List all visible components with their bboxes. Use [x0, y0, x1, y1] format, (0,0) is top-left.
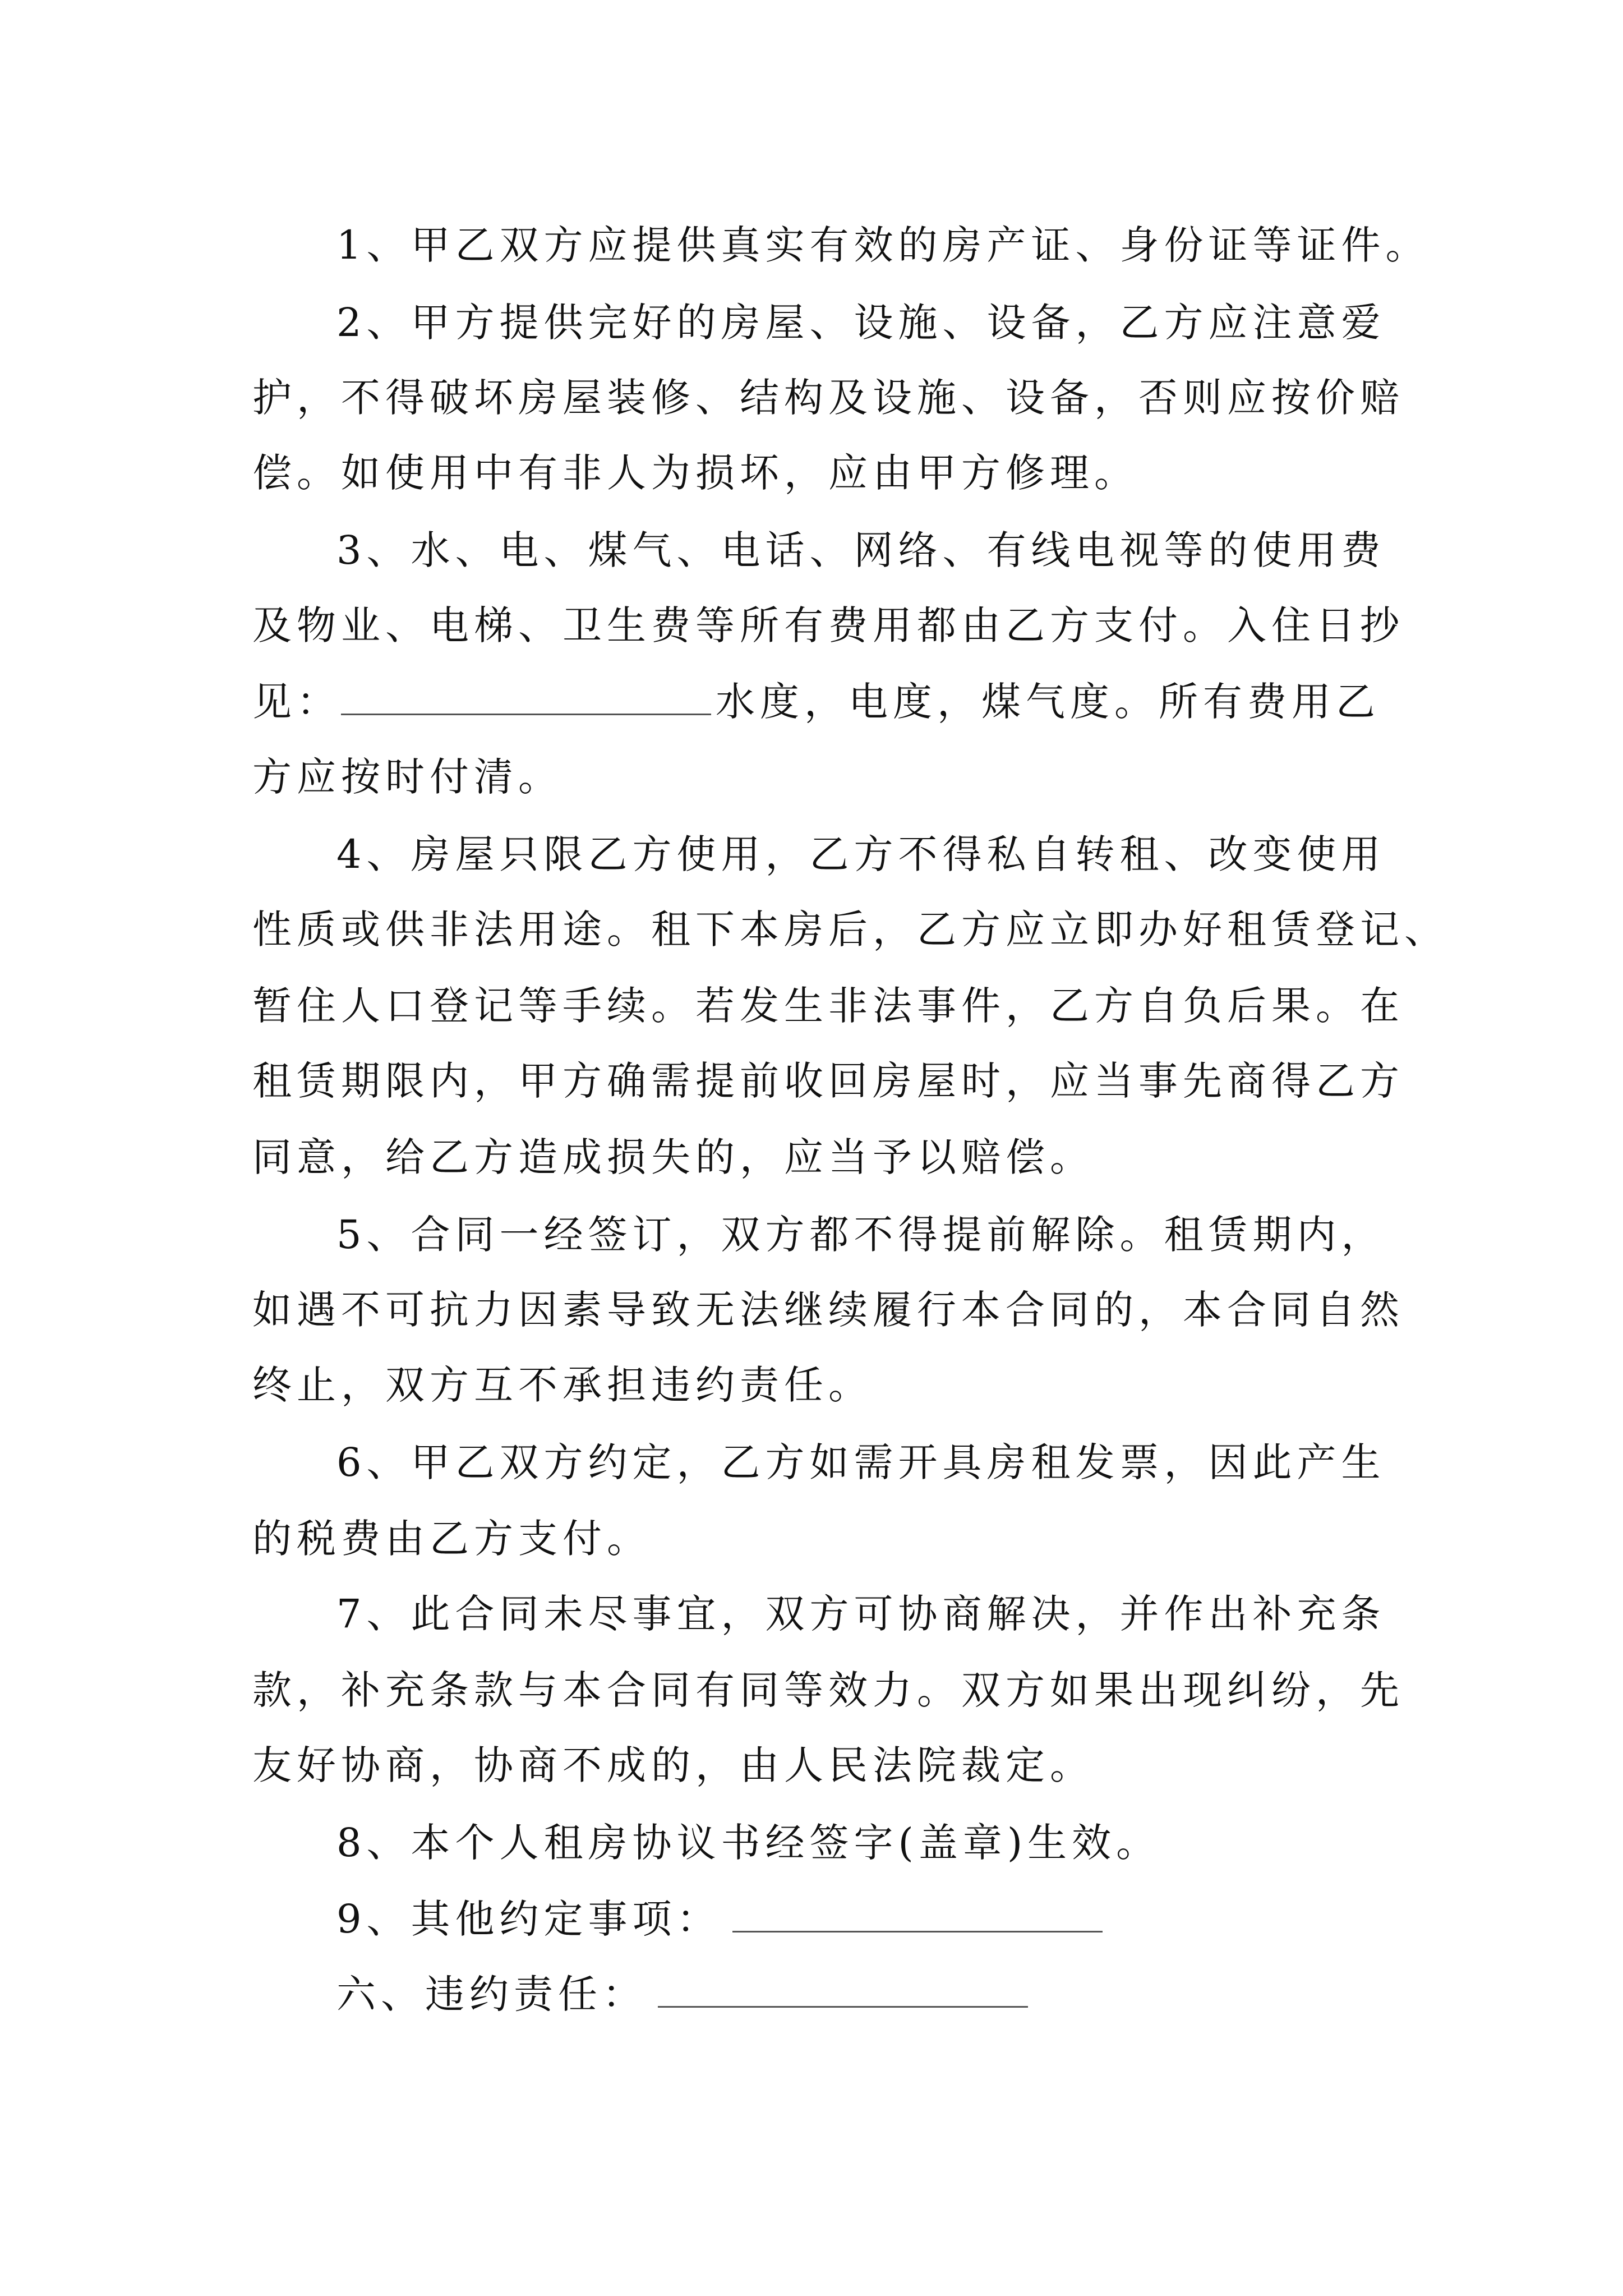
clause-3-line-3	[252, 671, 1380, 733]
clause-5-line-3: 终止，双方互不承担违约责任。	[252, 1362, 873, 1408]
clause-1-line-1: 1、甲乙双方应提供真实有效的房产证、身份证等证件。	[336, 222, 1430, 268]
clause-7-line-1: 7、此合同未尽事宜，双方可协商解决，并作出补充条	[336, 1591, 1386, 1637]
meter-reading-label: 见：	[252, 679, 341, 725]
clause-3-line-2: 及物业、电梯、卫生费等所有费用都由乙方支付。入住日抄	[252, 602, 1404, 648]
breach-liability-blank	[658, 1967, 1028, 2008]
clause-5-line-1: 5、合同一经签订，双方都不得提前解除。租赁期内，	[336, 1212, 1386, 1258]
clause-3-line-4: 方应按时付清。	[252, 754, 562, 800]
meter-reading-units: 水度，电度，煤气度。所有费用乙	[716, 679, 1380, 725]
clause-4-line-3: 暂住人口登记等手续。若发生非法事件，乙方自负后果。在	[252, 983, 1404, 1029]
breach-liability-label: 六、违约责任：	[336, 1971, 647, 2017]
clause-7-line-3: 友好协商，协商不成的，由人民法院裁定。	[252, 1742, 1094, 1788]
meter-reading-blank	[341, 674, 711, 715]
clause-4-line-2: 性质或供非法用途。租下本房后，乙方应立即办好租赁登记、	[252, 907, 1449, 953]
clause-7-line-2: 款，补充条款与本合同有同等效力。双方如果出现纠纷，先	[252, 1667, 1404, 1713]
clause-4-line-1: 4、房屋只限乙方使用，乙方不得私自转租、改变使用	[336, 831, 1386, 877]
clause-5-line-2: 如遇不可抗力因素导致无法继续履行本合同的，本合同自然	[252, 1287, 1404, 1333]
clause-2-line-3: 偿。如使用中有非人为损坏，应由甲方修理。	[252, 450, 1138, 496]
clause-4-line-5: 同意，给乙方造成损失的，应当予以赔偿。	[252, 1134, 1094, 1180]
clause-6-line-1: 6、甲乙双方约定，乙方如需开具房租发票，因此产生	[336, 1439, 1386, 1485]
clause-6-line-2: 的税费由乙方支付。	[252, 1516, 651, 1562]
clause-9-line-1	[336, 1888, 1103, 1950]
clause-2-line-2: 护，不得破坏房屋装修、结构及设施、设备，否则应按价赔	[252, 375, 1404, 421]
clause-4-line-4: 租赁期限内，甲方确需提前收回房屋时，应当事先商得乙方	[252, 1058, 1404, 1104]
clause-3-line-1: 3、水、电、煤气、电话、网络、有线电视等的使用费	[336, 527, 1386, 573]
section-six-line	[336, 1963, 1028, 2025]
other-matters-blank	[732, 1892, 1103, 1932]
clause-2-line-1: 2、甲方提供完好的房屋、设施、设备，乙方应注意爱	[336, 300, 1386, 346]
clause-8-line-1: 8、本个人租房协议书经签字(盖章)生效。	[336, 1820, 1161, 1866]
other-matters-label: 9、其他约定事项：	[336, 1896, 721, 1942]
